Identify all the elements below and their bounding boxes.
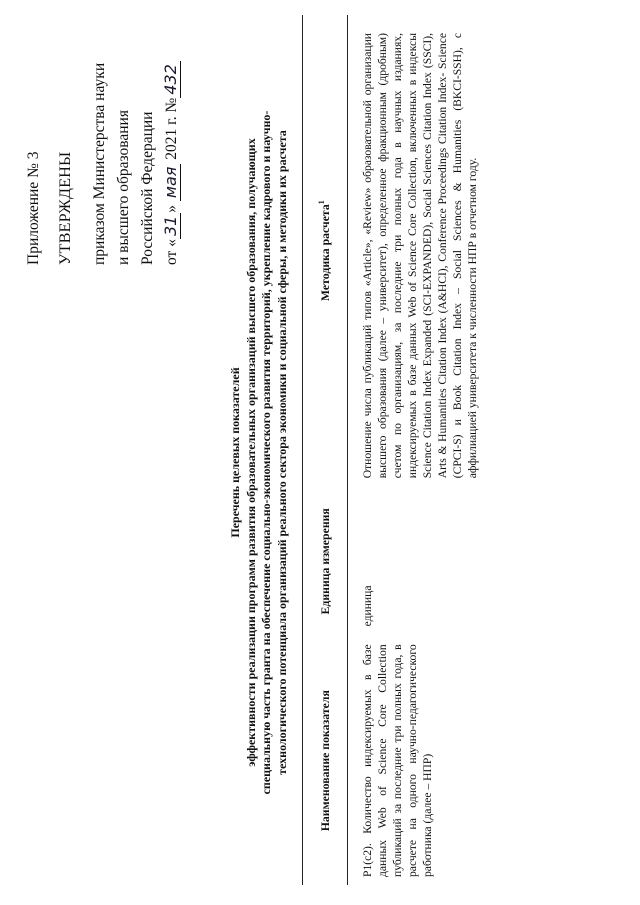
handwritten-month: мая (162, 164, 181, 202)
column-header-method (303, 15, 348, 486)
approval-title: УТВЕРЖДЕНЫ (57, 151, 74, 265)
date-prefix: от « (163, 239, 180, 265)
indicators-table (302, 15, 486, 885)
indicator-name-cell: P1(с2). Количество индексируемых в базе данных Web of Science Core Collection публикаций за последние три полных года, в расчете на одного научно-педагогического работника (далее – НПР) (361, 644, 434, 877)
heading-line-2: эффективности реализации программ развития образовательных организаций высшего образования, получающих (243, 138, 258, 767)
method-footnote-mark: 1 (317, 200, 327, 205)
heading-line-4: технологического потенциала организаций реального сектора экономики и социальной сферы, и методики их расчета (274, 130, 289, 775)
appendix-label: Приложение № 3 (25, 151, 42, 265)
date-year: 2021 г. № (163, 97, 180, 160)
approval-date-line (160, 15, 184, 265)
indicator-unit-cell: единица (361, 585, 374, 627)
column-header-name: Наименование показателя (303, 636, 348, 885)
heading-line-1: Перечень целевых показателей (228, 367, 242, 538)
approval-line-2: и высшего образования (115, 110, 132, 265)
heading-line-3: специальную часть гранта на обеспечение социально-экономического развития территорий, укрепление кадрового и научно- (259, 110, 273, 795)
table-row (348, 15, 487, 885)
indicator-method-cell: Отношение числа публикаций типов «Article», «Review» образовательной организации высшего образования (далее – университет), определенное фракционным (дробным) счетом по организациям, за последние три полных года в научных изданиях, индексируемых в базе данных Web of Science Core Collection, включенных в индексы Science Citation Index Expanded (SCI-EXPANDED), Social Sciences Citation Index (SSCI), Arts & Humanities Citation Index (A&HCI), Conference Proceedings Citation Index- Science (CPCI-S) и Book Citation Index – Social Sciences & Humanities (BKCI-SSH), с аффилиацией университета к численности НПР в отчетном году. (361, 33, 479, 479)
approval-line-1: приказом Министерства науки (91, 62, 108, 265)
method-header-text: Методика расчета (317, 204, 332, 302)
column-header-unit: Единица измерения (303, 486, 348, 636)
table-header-row (303, 15, 348, 885)
handwritten-order-number: 432 (162, 61, 181, 98)
document-heading (228, 30, 290, 875)
date-mid: » (163, 204, 180, 213)
approval-line-3: Российской Федерации (139, 111, 156, 265)
approval-block (22, 15, 184, 265)
handwritten-day: 31 (162, 213, 181, 239)
